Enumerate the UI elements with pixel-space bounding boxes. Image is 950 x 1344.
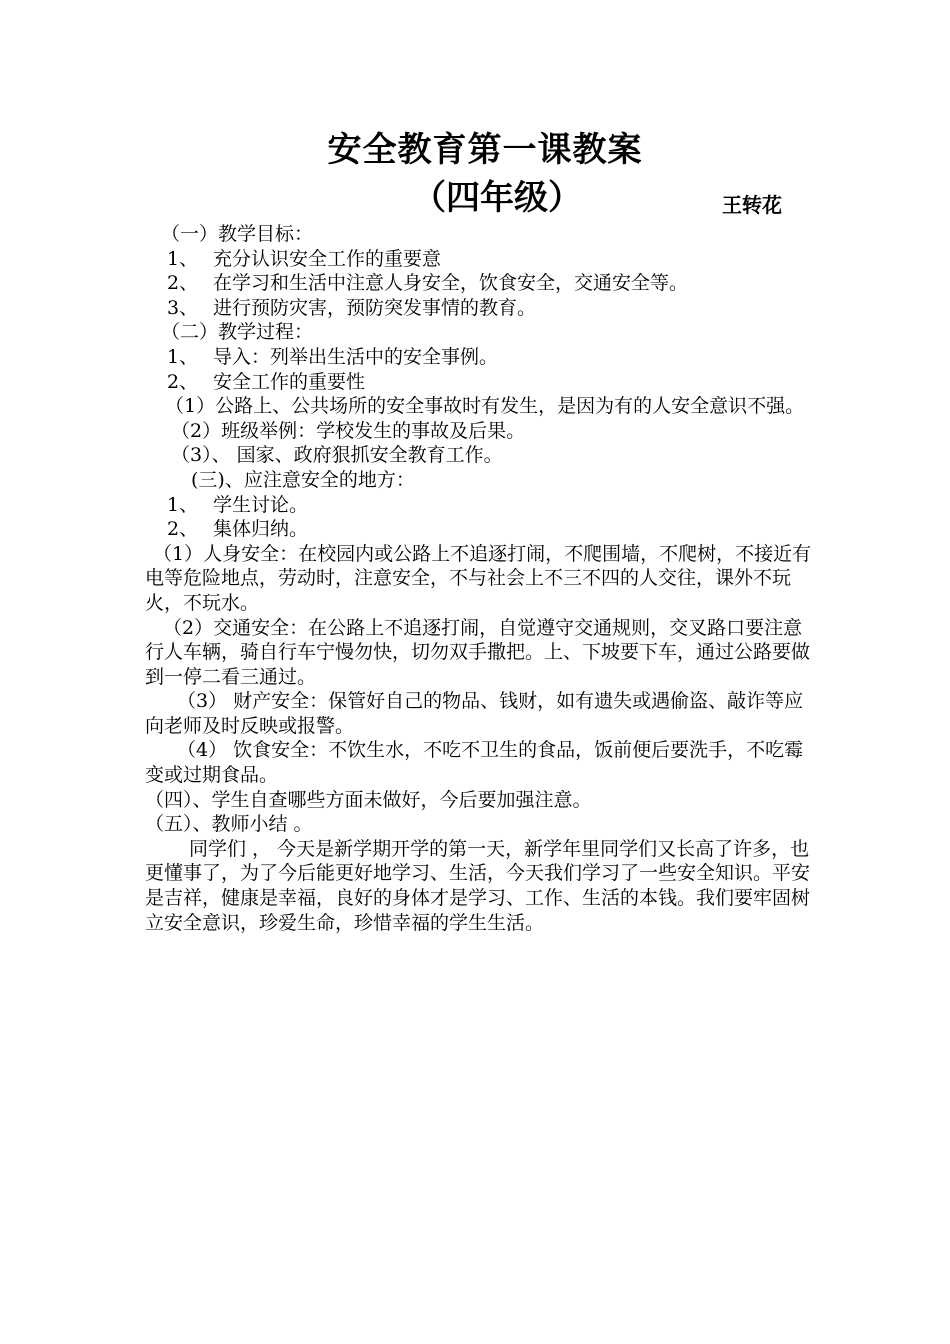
list-item — [145, 345, 815, 370]
paragraph: （2）交通安全：在公路上不追逐打闹，自觉遵守交通规则，交叉路口要注意行人车辆，骑自行车宁慢勿快，切勿双手撒把。上、下坡要下车，通过公路要做到一停二看三通过。 — [145, 616, 811, 688]
list-item — [145, 370, 815, 395]
section-3-heading: (三)、应注意安全的地方： — [191, 468, 415, 491]
section-2-heading: （二）教学过程： — [161, 321, 314, 344]
list-item — [145, 247, 815, 272]
section-1-heading: （一）教学目标： — [161, 223, 314, 245]
paragraph: （1）人身安全：在校园内或公路上不追逐打闹，不爬围墙，不爬树，不接近有电等危险地点，劳动时，注意安全，不与社会上不三不四的人交往，课外不玩火，不玩水。 — [145, 542, 812, 614]
list-text: 进行预防灾害，预防突发事情的教育。 — [213, 296, 537, 319]
paragraph: （3）、 国家、政府狠抓安全教育工作。 — [171, 444, 503, 467]
list-item — [145, 296, 815, 321]
paragraph: （4） 饮食安全：不饮生水，不吃不卫生的食品，饭前便后要洗手，不吃霉变或过期食品。 — [145, 739, 804, 787]
document-body — [145, 222, 815, 935]
list-number: 2、 — [167, 272, 199, 295]
list-item — [145, 271, 815, 296]
list-number: 1、 — [167, 345, 199, 368]
section-5-heading: （五）、教师小结 。 — [145, 813, 313, 836]
document-title: 安全教育第一课教案 — [327, 130, 643, 170]
section-4-heading: （四）、学生自查哪些方面未做好，今后要加强注意。 — [145, 788, 592, 811]
list-number: 1、 — [167, 247, 199, 270]
author-name: 王转花 — [722, 193, 782, 217]
list-text: 导入：列举出生活中的安全事例。 — [213, 345, 499, 368]
list-number: 1、 — [167, 493, 199, 516]
summary-paragraph: 同学们 ， 今天是新学期开学的第一天，新学年里同学们又长高了许多，也更懂事了，为了今后能更好地学习、生活，今天我们学习了一些安全知识。平安是吉祥，健康是幸福，良好的身体才是学习、工作、生活的本钱。我们要牢固树立安全意识，珍爱生命，珍惜幸福的学生生活。 — [145, 837, 811, 934]
list-text: 集体归纳。 — [213, 518, 309, 541]
paragraph: （1）公路上、公共场所的安全事故时有发生，是因为有的人安全意识不强。 — [165, 395, 805, 418]
list-text: 充分认识安全工作的重要意 — [213, 247, 442, 270]
list-text: 在学习和生活中注意人身安全，饮食安全，交通安全等。 — [213, 272, 689, 295]
list-item — [145, 517, 815, 542]
list-text: 学生讨论。 — [213, 493, 309, 516]
paragraph: （2）班级举例：学校发生的事故及后果。 — [171, 419, 526, 442]
list-number: 3、 — [167, 296, 199, 319]
list-item — [145, 493, 815, 518]
paragraph: （3） 财产安全：保管好自己的物品、钱财，如有遗失或遇偷盗、敲诈等应向老师及时反映或报警。 — [145, 690, 804, 737]
list-number: 2、 — [167, 370, 199, 393]
list-number: 2、 — [167, 518, 199, 541]
list-text: 安全工作的重要性 — [213, 370, 366, 393]
document-subtitle: （四年级） — [412, 178, 582, 218]
